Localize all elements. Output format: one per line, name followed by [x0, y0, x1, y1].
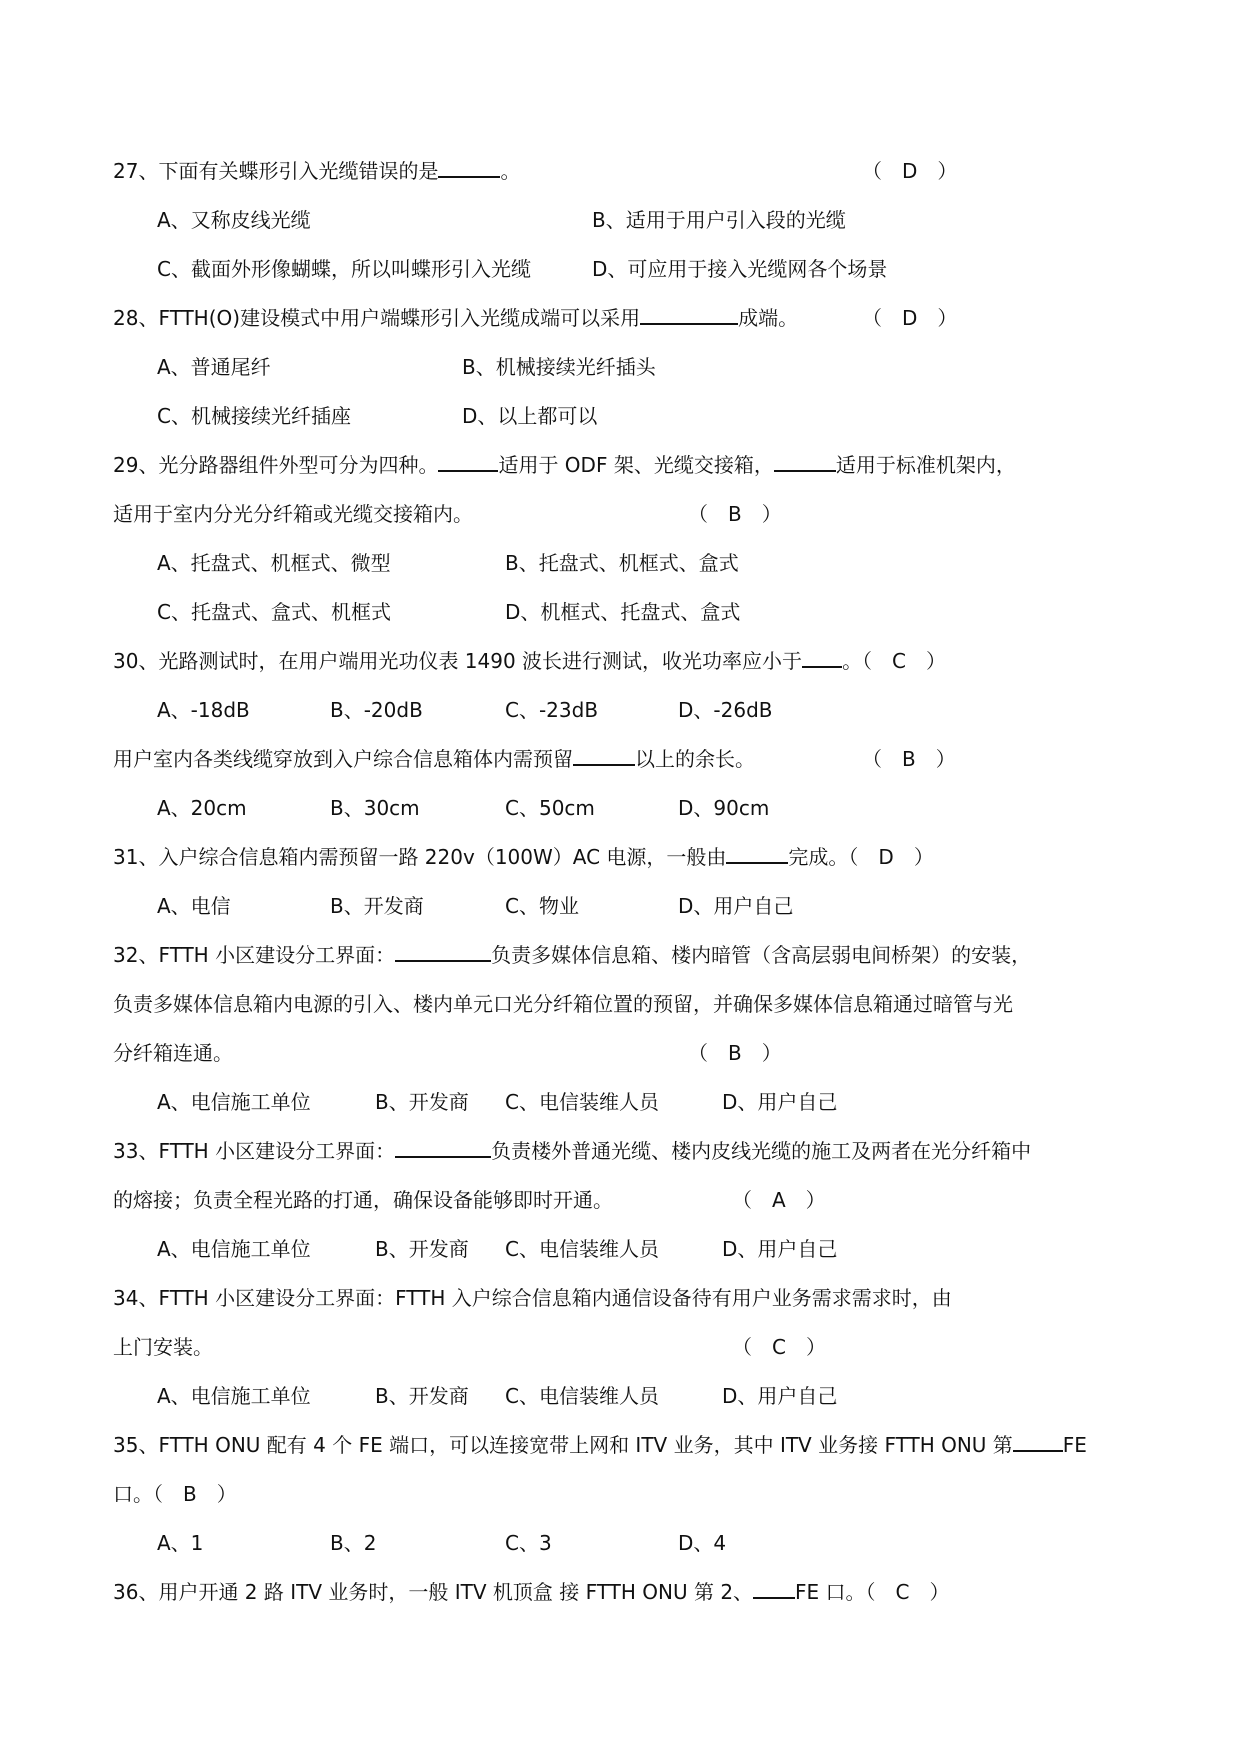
question-text: 口。（ B ） — [113, 1482, 237, 1506]
answer-key: （ D ） — [862, 159, 958, 183]
question-text: 。（ C ） — [842, 649, 947, 673]
option: D、用户自己 — [722, 1384, 838, 1408]
question-29-stem — [113, 450, 1016, 480]
question-32-stem-cont — [113, 1038, 233, 1068]
answer-blank — [395, 1136, 491, 1158]
question-text: 成端。 — [738, 306, 799, 330]
answer-key: （ D ） — [862, 306, 958, 330]
answer-blank — [438, 156, 500, 178]
question-text: 29、光分路器组件外型可分为四种。 — [113, 453, 439, 477]
answer-key: （ C ） — [732, 1335, 826, 1359]
question-text: 适用于 ODF 架、光缆交接箱， — [498, 453, 774, 477]
question-32-stem — [113, 940, 1031, 970]
option: B、-20dB — [330, 698, 423, 722]
answer-blank — [753, 1577, 795, 1599]
answer-key: （ B ） — [862, 747, 956, 771]
question-text: 完成。（ D ） — [788, 845, 934, 869]
question-text: 适用于标准机架内， — [835, 453, 1016, 477]
question-text: 36、用户开通 2 路 ITV 业务时，一般 ITV 机顶盒 接 FTTH ONU 第 2、 — [113, 1580, 754, 1604]
option: B、2 — [330, 1531, 377, 1555]
option: C、电信装维人员 — [505, 1237, 659, 1261]
option: B、托盘式、机框式、盒式 — [505, 551, 739, 575]
answer-key: （ B ） — [688, 502, 782, 526]
question-text: 32、FTTH 小区建设分工界面： — [113, 943, 396, 967]
answer-blank — [726, 842, 788, 864]
option: B、开发商 — [330, 894, 424, 918]
option: C、截面外形像蝴蝶，所以叫蝶形引入光缆 — [157, 257, 531, 281]
question-30b-stem — [113, 744, 755, 774]
question-29-stem-cont — [113, 499, 473, 529]
question-text: 27、下面有关蝶形引入光缆错误的是 — [113, 159, 439, 183]
option: A、电信施工单位 — [157, 1384, 311, 1408]
option: B、开发商 — [375, 1384, 469, 1408]
option: C、托盘式、盒式、机框式 — [157, 600, 391, 624]
question-33-stem-cont — [113, 1185, 613, 1215]
question-text: 负责多媒体信息箱内电源的引入、楼内单元口光分纤箱位置的预留，并确保多媒体信息箱通过暗管与光 — [113, 992, 1013, 1016]
question-35-stem-cont — [113, 1479, 237, 1509]
option: A、普通尾纤 — [157, 355, 271, 379]
option: B、开发商 — [375, 1090, 469, 1114]
question-text: 上门安装。 — [113, 1335, 213, 1359]
answer-blank — [438, 450, 498, 472]
option: C、-23dB — [505, 698, 599, 722]
question-text: 31、入户综合信息箱内需预留一路 220v（100W）AC 电源，一般由 — [113, 845, 727, 869]
question-text: 负责楼外普通光缆、楼内皮线光缆的施工及两者在光分纤箱中 — [491, 1139, 1032, 1163]
option: C、电信装维人员 — [505, 1384, 659, 1408]
answer-blank — [802, 646, 842, 668]
question-text: FE — [1062, 1433, 1087, 1457]
option: D、用户自己 — [722, 1090, 838, 1114]
answer-blank — [774, 450, 836, 472]
question-text: 以上的余长。 — [635, 747, 755, 771]
question-text: 。 — [500, 159, 521, 183]
option: D、用户自己 — [722, 1237, 838, 1261]
question-34-stem-cont — [113, 1332, 213, 1362]
question-33-stem — [113, 1136, 1031, 1166]
option: A、托盘式、机框式、微型 — [157, 551, 391, 575]
question-28-stem — [113, 303, 798, 333]
question-text: 适用于室内分光分纤箱或光缆交接箱内。 — [113, 502, 473, 526]
question-27-stem — [113, 156, 520, 186]
question-32-stem-cont — [113, 989, 1013, 1019]
option: C、机械接续光纤插座 — [157, 404, 351, 428]
option: D、用户自己 — [678, 894, 794, 918]
option: B、机械接续光纤插头 — [462, 355, 656, 379]
question-30-stem — [113, 646, 946, 676]
option: C、电信装维人员 — [505, 1090, 659, 1114]
option: A、电信施工单位 — [157, 1090, 311, 1114]
answer-blank — [573, 744, 635, 766]
question-31-stem — [113, 842, 934, 872]
option: A、-18dB — [157, 698, 250, 722]
option: A、又称皮线光缆 — [157, 208, 311, 232]
answer-key: （ B ） — [688, 1041, 782, 1065]
option: A、20cm — [157, 796, 247, 820]
answer-blank — [640, 303, 738, 325]
question-34-stem — [113, 1283, 952, 1313]
option: D、以上都可以 — [462, 404, 598, 428]
option: A、电信 — [157, 894, 231, 918]
option: A、1 — [157, 1531, 204, 1555]
question-text: FE 口。（ C ） — [795, 1580, 950, 1604]
question-text: 负责多媒体信息箱、楼内暗管（含高层弱电间桥架）的安装， — [491, 943, 1032, 967]
question-text: 33、FTTH 小区建设分工界面： — [113, 1139, 396, 1163]
answer-blank — [1013, 1430, 1063, 1452]
option: B、开发商 — [375, 1237, 469, 1261]
answer-key: （ A ） — [732, 1188, 826, 1212]
option: D、-26dB — [678, 698, 773, 722]
option: A、电信施工单位 — [157, 1237, 311, 1261]
question-text: 的熔接；负责全程光路的打通，确保设备能够即时开通。 — [113, 1188, 613, 1212]
question-text: 35、FTTH ONU 配有 4 个 FE 端口，可以连接宽带上网和 ITV 业务，其中 ITV 业务接 FTTH ONU 第 — [113, 1433, 1013, 1457]
question-text: 分纤箱连通。 — [113, 1041, 233, 1065]
option: D、可应用于接入光缆网各个场景 — [592, 257, 888, 281]
question-text: 28、FTTH(O)建设模式中用户端蝶形引入光缆成端可以采用 — [113, 306, 641, 330]
question-text: 30、光路测试时，在用户端用光功仪表 1490 波长进行测试，收光功率应小于 — [113, 649, 803, 673]
option: C、物业 — [505, 894, 579, 918]
question-text: 用户室内各类线缆穿放到入户综合信息箱体内需预留 — [113, 747, 573, 771]
answer-blank — [395, 940, 491, 962]
question-text: 34、FTTH 小区建设分工界面：FTTH 入户综合信息箱内通信设备待有用户业务需求需求时，由 — [113, 1286, 952, 1310]
question-35-stem — [113, 1430, 1087, 1460]
option: D、4 — [678, 1531, 727, 1555]
option: B、适用于用户引入段的光缆 — [592, 208, 846, 232]
option: D、机框式、托盘式、盒式 — [505, 600, 741, 624]
option: C、3 — [505, 1531, 552, 1555]
option: B、30cm — [330, 796, 420, 820]
question-36-stem — [113, 1577, 950, 1607]
option: C、50cm — [505, 796, 595, 820]
option: D、90cm — [678, 796, 770, 820]
